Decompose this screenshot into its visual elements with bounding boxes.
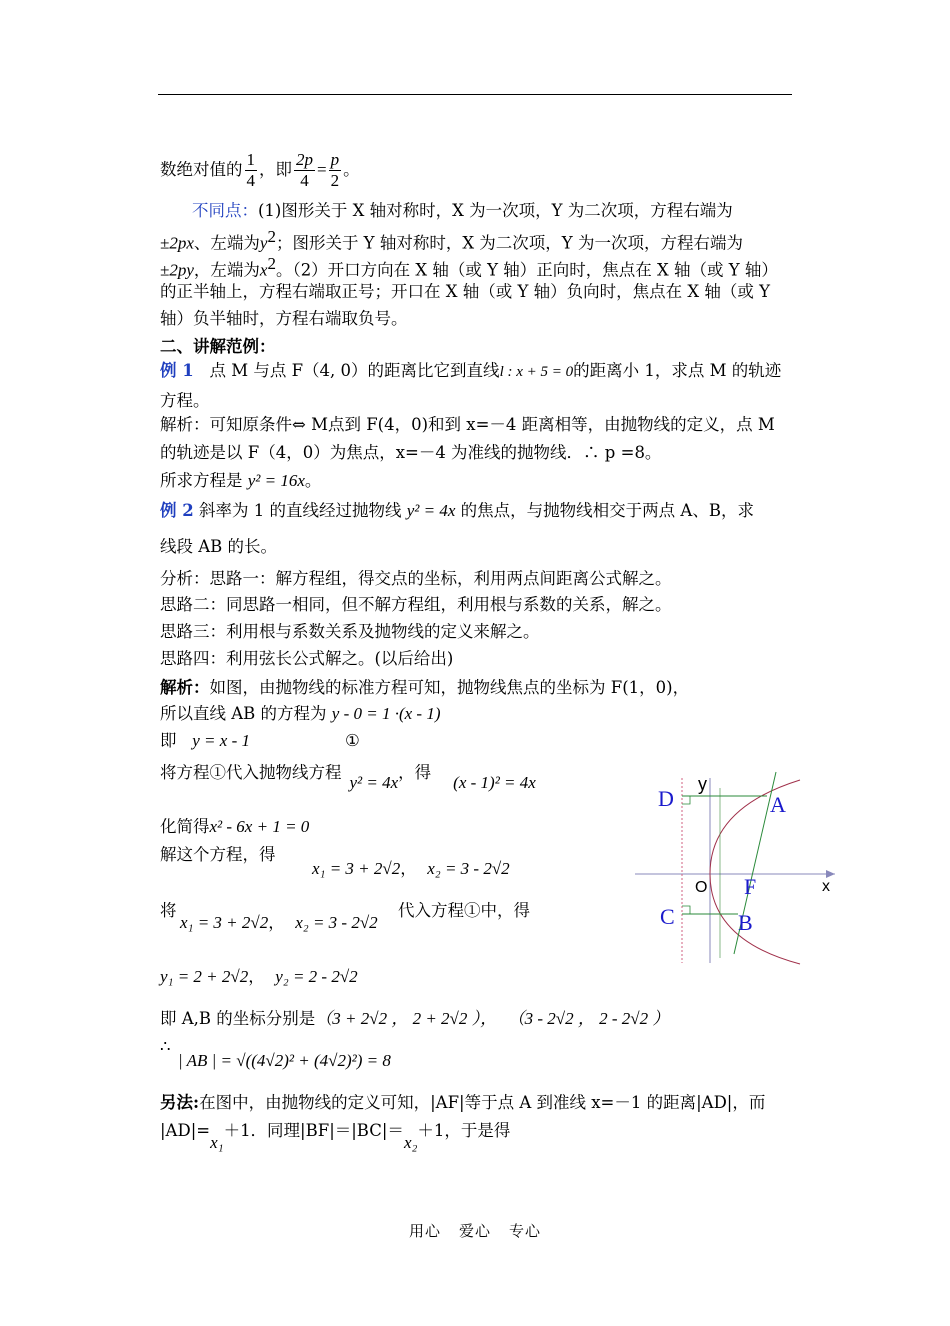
example2-line-2: 线段 AB 的长。	[160, 537, 278, 556]
label-o: O	[695, 879, 708, 896]
substitution-row: 将方程①代入抛物线方程y² = 4x，得(x - 1)² = 4x	[160, 763, 536, 792]
example2-idea-3: 思路三：利用根与系数关系及抛物线的定义来解之。	[160, 622, 540, 641]
example1-line-2: 方程。	[160, 391, 210, 410]
solve-row: 解这个方程，得	[160, 845, 276, 864]
header-rule	[158, 94, 792, 95]
intro-line: 数绝对值的 $\frac{1}{4}$ ，即 $\frac{2p}{4}$ = $\frac{p}{2}$ 。	[160, 150, 360, 190]
example2-idea-2: 思路二：同思路一相同，但不解方程组，利用根与系数的关系，解之。	[160, 595, 672, 614]
diff-line-3: ±2py，左端为$x^2$。（2）开口方向在 X 轴（或 Y 轴）正向时，焦点在 X 轴（或 Y 轴）	[160, 254, 778, 280]
example2-idea-4: 思路四：利用弦长公式解之。(以后给出)	[160, 649, 454, 668]
label-f: F	[744, 874, 757, 899]
diff-line-5: 轴）负半轴时，方程右端取负号。	[160, 309, 408, 328]
label-a: A	[770, 792, 786, 817]
example1-answer: 所求方程是 y² = 16x。	[160, 471, 322, 490]
right-angle-d	[682, 796, 690, 804]
label-c: C	[660, 904, 675, 929]
equation-1-row: 即 y = x - 1 ①	[160, 731, 360, 750]
substitute-roots-row: 将	[160, 901, 177, 920]
fraction-2p-over-4: $\frac{2p}{4}$	[296, 150, 313, 190]
coords-row: 即 A,B 的坐标分别是（3 + 2√2 ， 2 + 2√2 ）， （3 - 2√2 ， 2 - 2√2 ）	[160, 1009, 670, 1028]
example2-line-1: 例 2 斜率为 1 的直线经过抛物线 y² = 4x 的焦点，与抛物线相交于两点 A、B，求	[160, 501, 754, 520]
parabola-curve	[710, 780, 800, 964]
intro-mid: ，即	[259, 160, 292, 179]
example1-solution-2: 的轨迹是以 F（4，0）为焦点，x=－4 为准线的抛物线．∴ p =8。	[160, 443, 662, 462]
example1-solution-1: 解析：可知原条件⇔ M点到 F(4，0)和到 x=－4 距离相等，由抛物线的定义，点 M	[160, 415, 775, 434]
alt-method-line-1: 另法:在图中，由抛物线的定义可知，|AF|等于点 A 到准线 x=－1 的距离|AD|，而	[160, 1093, 766, 1112]
substitute-roots-values: x₁ = 3 + 2√2， x₂ = 3 - 2√2	[180, 913, 378, 932]
example2-analysis: 分析：思路一：解方程组，得交点的坐标，利用两点间距离公式解之。	[160, 569, 672, 588]
parabola-figure	[630, 768, 840, 968]
intro-text: 数绝对值的	[160, 160, 243, 179]
page-footer: 用心 爱心 专心	[408, 1222, 542, 1240]
diff-label: 不同点：	[192, 201, 258, 220]
label-b: B	[738, 910, 753, 935]
ab-length: | AB | = √((4√2)² + (4√2)²) = 8	[178, 1051, 391, 1070]
example1-label: 例 1	[160, 361, 194, 380]
substitute-roots-tail: 代入方程①中，得	[398, 901, 530, 920]
example2-solution: 解析：如图，由抛物线的标准方程可知，抛物线焦点的坐标为 F(1，0)，	[160, 678, 690, 697]
alt-method-line-2: |AD|=x₁＋1．同理|BF|＝|BC|＝x₂＋1，于是得	[160, 1121, 511, 1152]
section-title: 二、讲解范例：	[160, 337, 276, 356]
label-y: y	[698, 774, 707, 794]
label-d: D	[658, 786, 674, 811]
simplify-row: 化简得x² - 6x + 1 = 0	[160, 817, 310, 836]
label-x: x	[822, 878, 830, 895]
y-values-row: y₁ = 2 + 2√2， y₂ = 2 - 2√2	[160, 967, 358, 986]
example2-line-equation: 所以直线 AB 的方程为 y - 0 = 1 ·(x - 1)	[160, 704, 441, 723]
x-axis-arrow	[826, 870, 835, 878]
roots-row: x₁ = 3 + 2√2， x₂ = 3 - 2√2	[312, 859, 510, 878]
therefore-symbol: ∴	[160, 1037, 171, 1056]
diff-line-4: 的正半轴上，方程右端取正号；开口在 X 轴（或 Y 轴）负向时，焦点在 X 轴（或 Y	[160, 282, 770, 301]
right-angle-c	[682, 906, 690, 914]
fraction-one-quarter: $\frac{1}{4}$	[246, 150, 255, 190]
example1-line-1: 例 1 点 M 与点 F（4, 0）的距离比它到直线l : x + 5 = 0的距离小 1，求点 M 的轨迹	[160, 361, 782, 380]
diff-line-2: ±2px、左端为$y^2$；图形关于 Y 轴对称时，X 为二次项，Y 为一次项，方程右端为	[160, 227, 743, 253]
example2-label: 例 2	[160, 501, 194, 520]
fraction-p-over-2: $\frac{p}{2}$	[330, 150, 340, 190]
diff-line-1: 不同点：(1)图形关于 X 轴对称时，X 为一次项，Y 为二次项，方程右端为	[192, 201, 733, 220]
